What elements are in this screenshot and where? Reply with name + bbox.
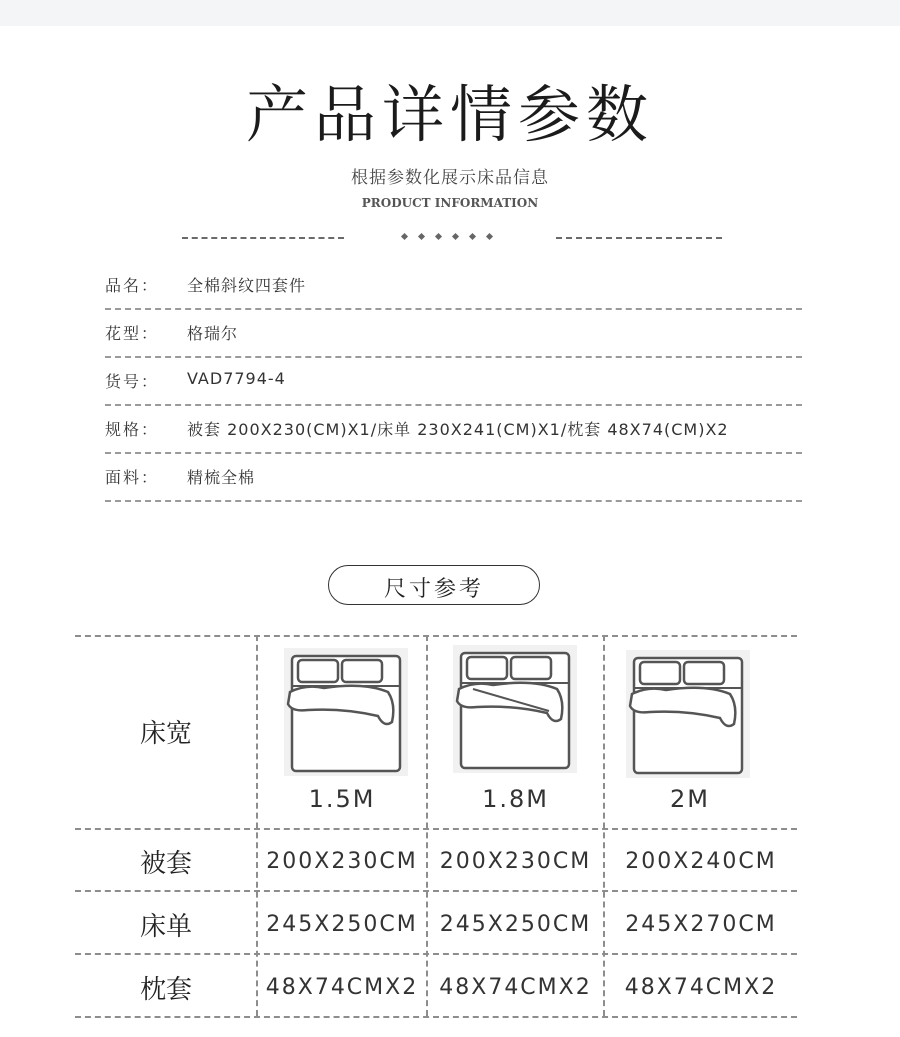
table-row-label-pillowcase: 枕套 [139,975,192,1005]
table-cell: 200X230CM [266,849,418,874]
spec-row-item-number [105,356,802,406]
table-cell: 200X240CM [625,849,777,874]
spec-label: 面料： [105,468,160,487]
table-cell: 245X250CM [439,912,592,937]
spec-value: 被套 200X230(CM)X1/床单 230X241(CM)X1/枕套 48X74(CM)X2 [187,420,729,439]
bed-width-label: 床宽 [139,719,192,749]
table-cell: 48X74CMX2 [439,975,592,1000]
table-cell: 48X74CMX2 [624,975,778,1000]
spec-value: 精梳全棉 [187,468,256,487]
table-column-divider [603,635,605,1016]
spec-label: 货号： [105,372,160,391]
bed-1-5m-icon [284,648,408,776]
table-column-divider [426,635,428,1016]
table-cell: 200X230CM [439,849,592,874]
spec-row-pattern [105,308,802,358]
size-reference-title: 尺寸参考 [383,577,484,602]
spec-label: 规格： [105,420,160,439]
left-dashed-divider [182,237,344,239]
table-cell: 245X250CM [266,912,418,937]
table-cell: 245X270CM [625,912,777,937]
right-dashed-divider [556,237,722,239]
spec-row-name [105,260,802,310]
table-line [75,953,797,955]
table-row-label-bed-sheet: 床单 [139,912,192,942]
top-strip [0,0,900,26]
spec-value: 全棉斜纹四套件 [187,276,307,295]
page-title: 产品详情参数 [245,78,654,151]
table-column-divider [256,635,258,1016]
bed-2m-icon [626,650,750,778]
page-subtitle: 根据参数化展示床品信息 [351,168,549,188]
diamond-divider-icon [401,231,501,243]
spec-label: 品名： [105,276,160,295]
table-row-label-duvet-cover: 被套 [139,849,192,879]
size-label-1-8m: 1.8M [482,785,549,813]
table-line [75,890,797,892]
bed-1-8m-icon [453,645,577,773]
spec-row-specification [105,404,802,454]
table-line [75,828,797,830]
size-label-1-5m: 1.5M [308,785,376,813]
size-reference-badge [328,565,540,605]
spec-value: 格瑞尔 [187,324,239,343]
spec-value: VAD7794-4 [187,369,286,388]
spec-row-fabric [105,452,802,502]
spec-label: 花型： [105,324,160,343]
table-cell: 48X74CMX2 [265,975,419,1000]
page-subtitle-english: PRODUCT INFORMATION [361,196,539,210]
table-line-top [75,635,797,637]
size-label-2m: 2M [670,785,710,813]
table-line-bottom [75,1016,797,1018]
